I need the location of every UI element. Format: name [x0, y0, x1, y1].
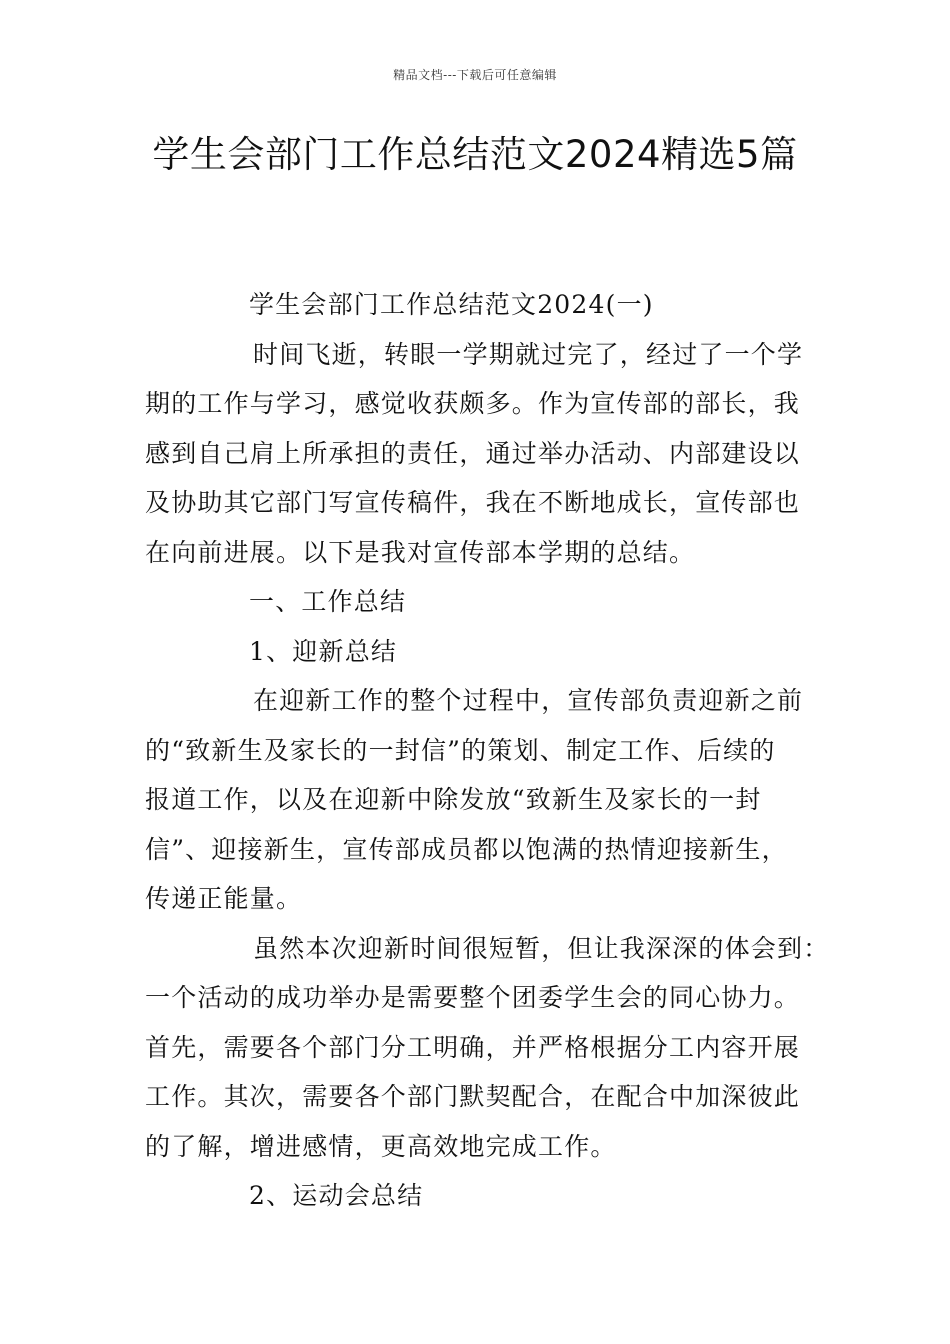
paragraph-line: 的了解，增进感情，更高效地完成工作。: [145, 1131, 617, 1161]
paragraph-line: 报道工作，以及在迎新中除发放“致新生及家长的一封: [145, 785, 762, 814]
paragraph-line: 及协助其它部门写宣传稿件，我在不断地成长，宣传部也: [145, 488, 801, 517]
subsection-heading: 1、迎新总结: [249, 636, 398, 666]
document-body: [145, 280, 830, 1221]
subsection-heading: 2、运动会总结: [249, 1181, 424, 1210]
paragraph-line: 一个活动的成功举办是需要整个团委学生会的同心协力。: [145, 983, 801, 1012]
paragraph-line: 工作。其次，需要各个部门默契配合，在配合中加深彼此: [145, 1082, 801, 1111]
paragraph-line: 时间飞逝，转眼一学期就过完了，经过了一个学: [253, 339, 804, 369]
paragraph-line: 的“致新生及家长的一封信”的策划、制定工作、后续的: [145, 735, 776, 765]
paragraph-line: 信”、迎接新生，宣传部成员都以饱满的热情迎接新生，: [145, 834, 788, 864]
paragraph-line: 在向前进展。以下是我对宣传部本学期的总结。: [145, 537, 696, 567]
paragraph-line: 感到自己肩上所承担的责任，通过举办活动、内部建设以: [145, 438, 801, 468]
paragraph-line: 首先，需要各个部门分工明确，并严格根据分工内容开展: [145, 1032, 801, 1062]
paragraph-line: 虽然本次迎新时间很短暂，但让我深深的体会到：: [253, 933, 830, 963]
paragraph-line: 在迎新工作的整个过程中，宣传部负责迎新之前: [253, 686, 804, 715]
document-title: 学生会部门工作总结范文2024精选5篇: [152, 133, 798, 176]
section-heading: 学生会部门工作总结范文2024(一): [249, 290, 654, 319]
header-note: 精品文档---下载后可任意编辑: [393, 68, 557, 82]
section-heading: 一、工作总结: [249, 587, 407, 616]
paragraph-line: 期的工作与学习，感觉收获颇多。作为宣传部的部长，我: [145, 389, 801, 418]
paragraph-line: 传递正能量。: [145, 884, 303, 913]
